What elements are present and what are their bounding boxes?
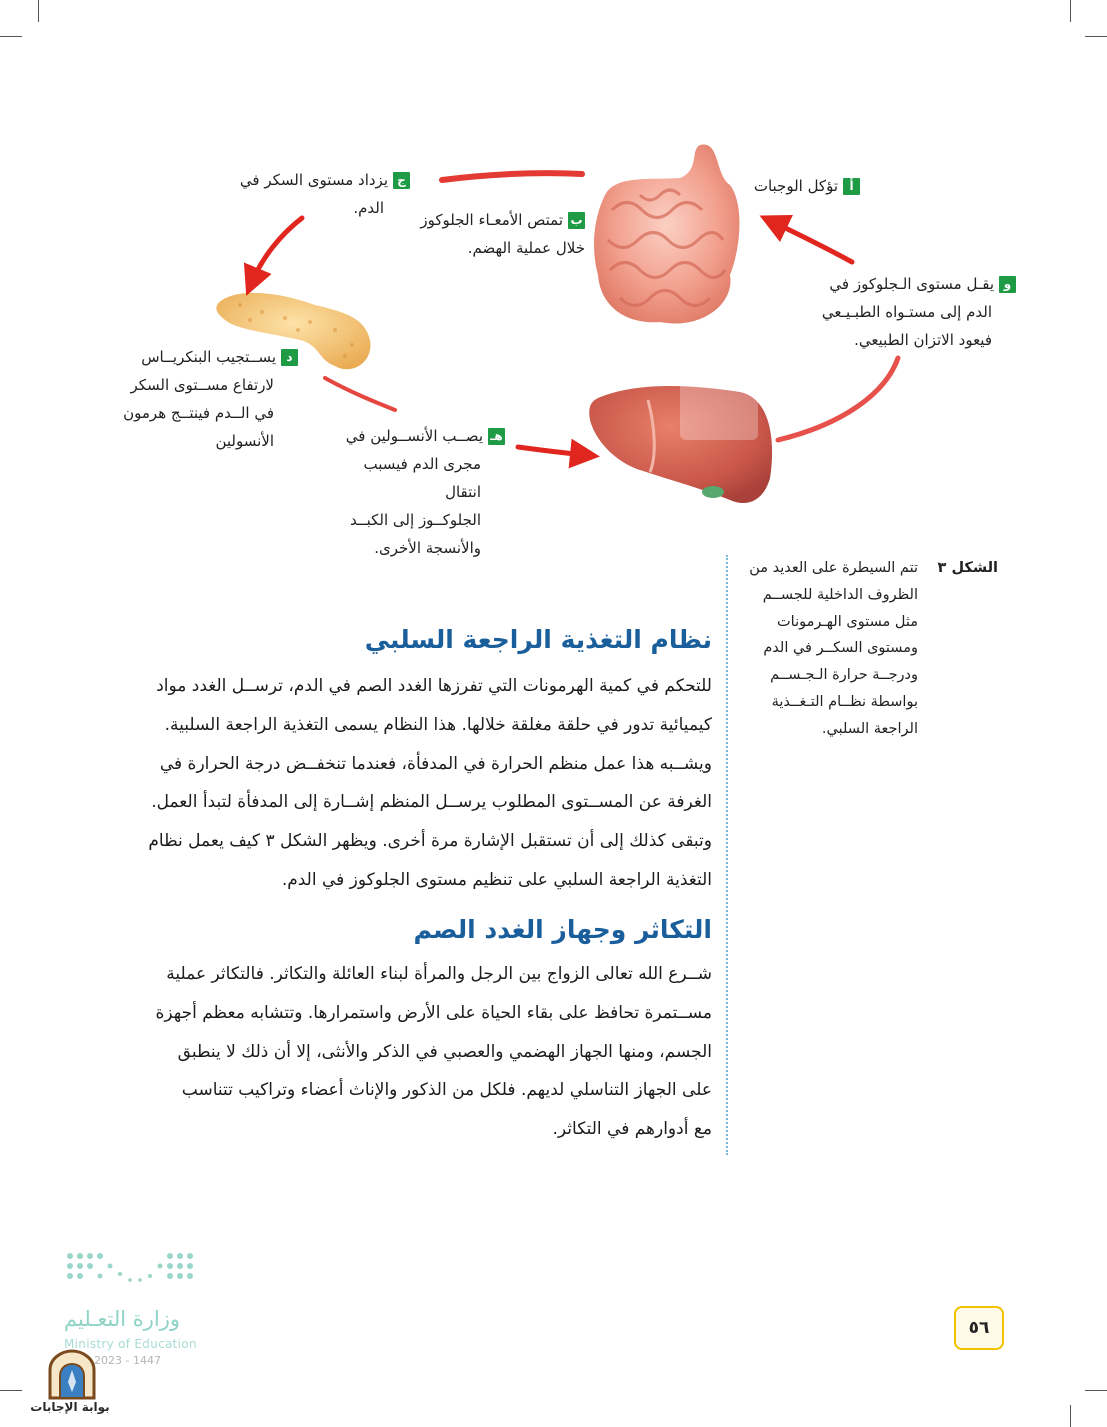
answers-portal-logo	[30, 1348, 120, 1418]
glucose-feedback-diagram	[0, 0, 1107, 557]
arrow-normal-to-meals	[773, 222, 852, 262]
diagram-label-d: ديســتجيب البنكريــاس لارتفاع مســتوى السكر في الــدم فينتــج هرمون الأنسولين	[120, 343, 298, 455]
arrow-blood-to-pancreas	[252, 218, 302, 282]
ministry-arabic-name: وزارة التعـليم	[64, 1307, 181, 1331]
crop-mark	[1085, 1390, 1107, 1391]
mosque-gate-icon	[44, 1348, 100, 1400]
ministry-year: 2023 - 1447	[94, 1354, 161, 1367]
ministry-logo	[60, 1250, 210, 1367]
arrow-liver-to-normal	[778, 358, 898, 440]
arrow-intestine-to-blood	[442, 173, 582, 180]
arrow-pancreas-to-insulin	[325, 378, 395, 410]
column-divider	[726, 555, 728, 1155]
figure-caption-text: تتم السيطرة على العديد من الظروف الداخلية للجســم مثل مستوى الهـرمونات ومستوى السكــر في الدم ودرجــة حرارة الـجـســم بواسطة نظــام التـغــذية الراجعة السلبي.	[749, 560, 918, 737]
page-number: ٥٦	[954, 1306, 1004, 1350]
diagram-label-c: جيزداد مستوى السكر في الدم.	[230, 166, 410, 222]
intestine-illustration	[594, 145, 739, 324]
section-body-reproduction: شــرع الله تعالى الزواج بين الرجل والمرأة لبناء العائلة والتكاثر. فالتكاثر عملية مســتمرة تحافظ على بقاء الحياة على الأرض واستمرارها. وتتشابه معظم أجهزة الجسم، ومنها الجهاز الهضمي والعصبي في الذكر والأنثى، إلا أن ذلك لا ينطبق على الجهاز التناسلي لديهم. فلكل من الذكور والإناث أعضاء وتراكيب تتناسب مع أدوارهم في التكاثر.	[155, 964, 712, 1140]
section-heading-feedback: نظام التغذية الراجعة السلبي	[364, 625, 712, 654]
crop-mark	[1070, 1405, 1071, 1427]
section-heading-reproduction: التكاثر وجهاز الغدد الصم	[413, 915, 712, 944]
diagram-label-e: هـيصــب الأنســولين في مجرى الدم فيسبب انتقال الجلوكــوز إلى الكبــد والأنسجة الأخرى.	[330, 422, 505, 562]
portal-name: بوابة الإجابات	[30, 1400, 110, 1414]
ministry-dots-icon	[62, 1250, 202, 1290]
crop-mark	[0, 1390, 22, 1391]
diagram-label-a: أتؤكل الوجبات	[720, 172, 860, 200]
figure-label: الشكل ٣	[937, 560, 998, 576]
ministry-english-name: Ministry of Education	[64, 1337, 197, 1351]
diagram-label-f: ويقـل مستوى الـجلوكوز في الدم إلى مستـواه الطبـيـعي فيعود الاتزان الطبيعي.	[800, 270, 1016, 354]
diagram-label-b: بتمتص الأمعـاء الجلوكوز خلال عملية الهضم.	[420, 211, 585, 257]
arrow-insulin-to-liver	[518, 447, 585, 455]
section-body-feedback: للتحكم في كمية الهرمونات التي تفرزها الغدد الصم في الدم، ترســل الغدد مواد كيميائية تدور في حلقة مغلقة خلالها. هذا النظام يسمى التغذية الراجعة السلبية. ويشــبه هذا عمل منظم الحرارة في المدفأة، فعندما تنخفــض درجة الحرارة في الغرفة عن المســتوى المطلوب يرســل المنظم إشــارة إلى المدفأة لتبدأ العمل. وتبقى كذلك إلى أن تستقبل الإشارة مرة أخرى. ويظهر الشكل ٣ كيف يعمل نظام التغذية الراجعة السلبي على تنظيم مستوى الجلوكوز في الدم.	[148, 676, 712, 890]
liver-illustration	[589, 378, 772, 503]
